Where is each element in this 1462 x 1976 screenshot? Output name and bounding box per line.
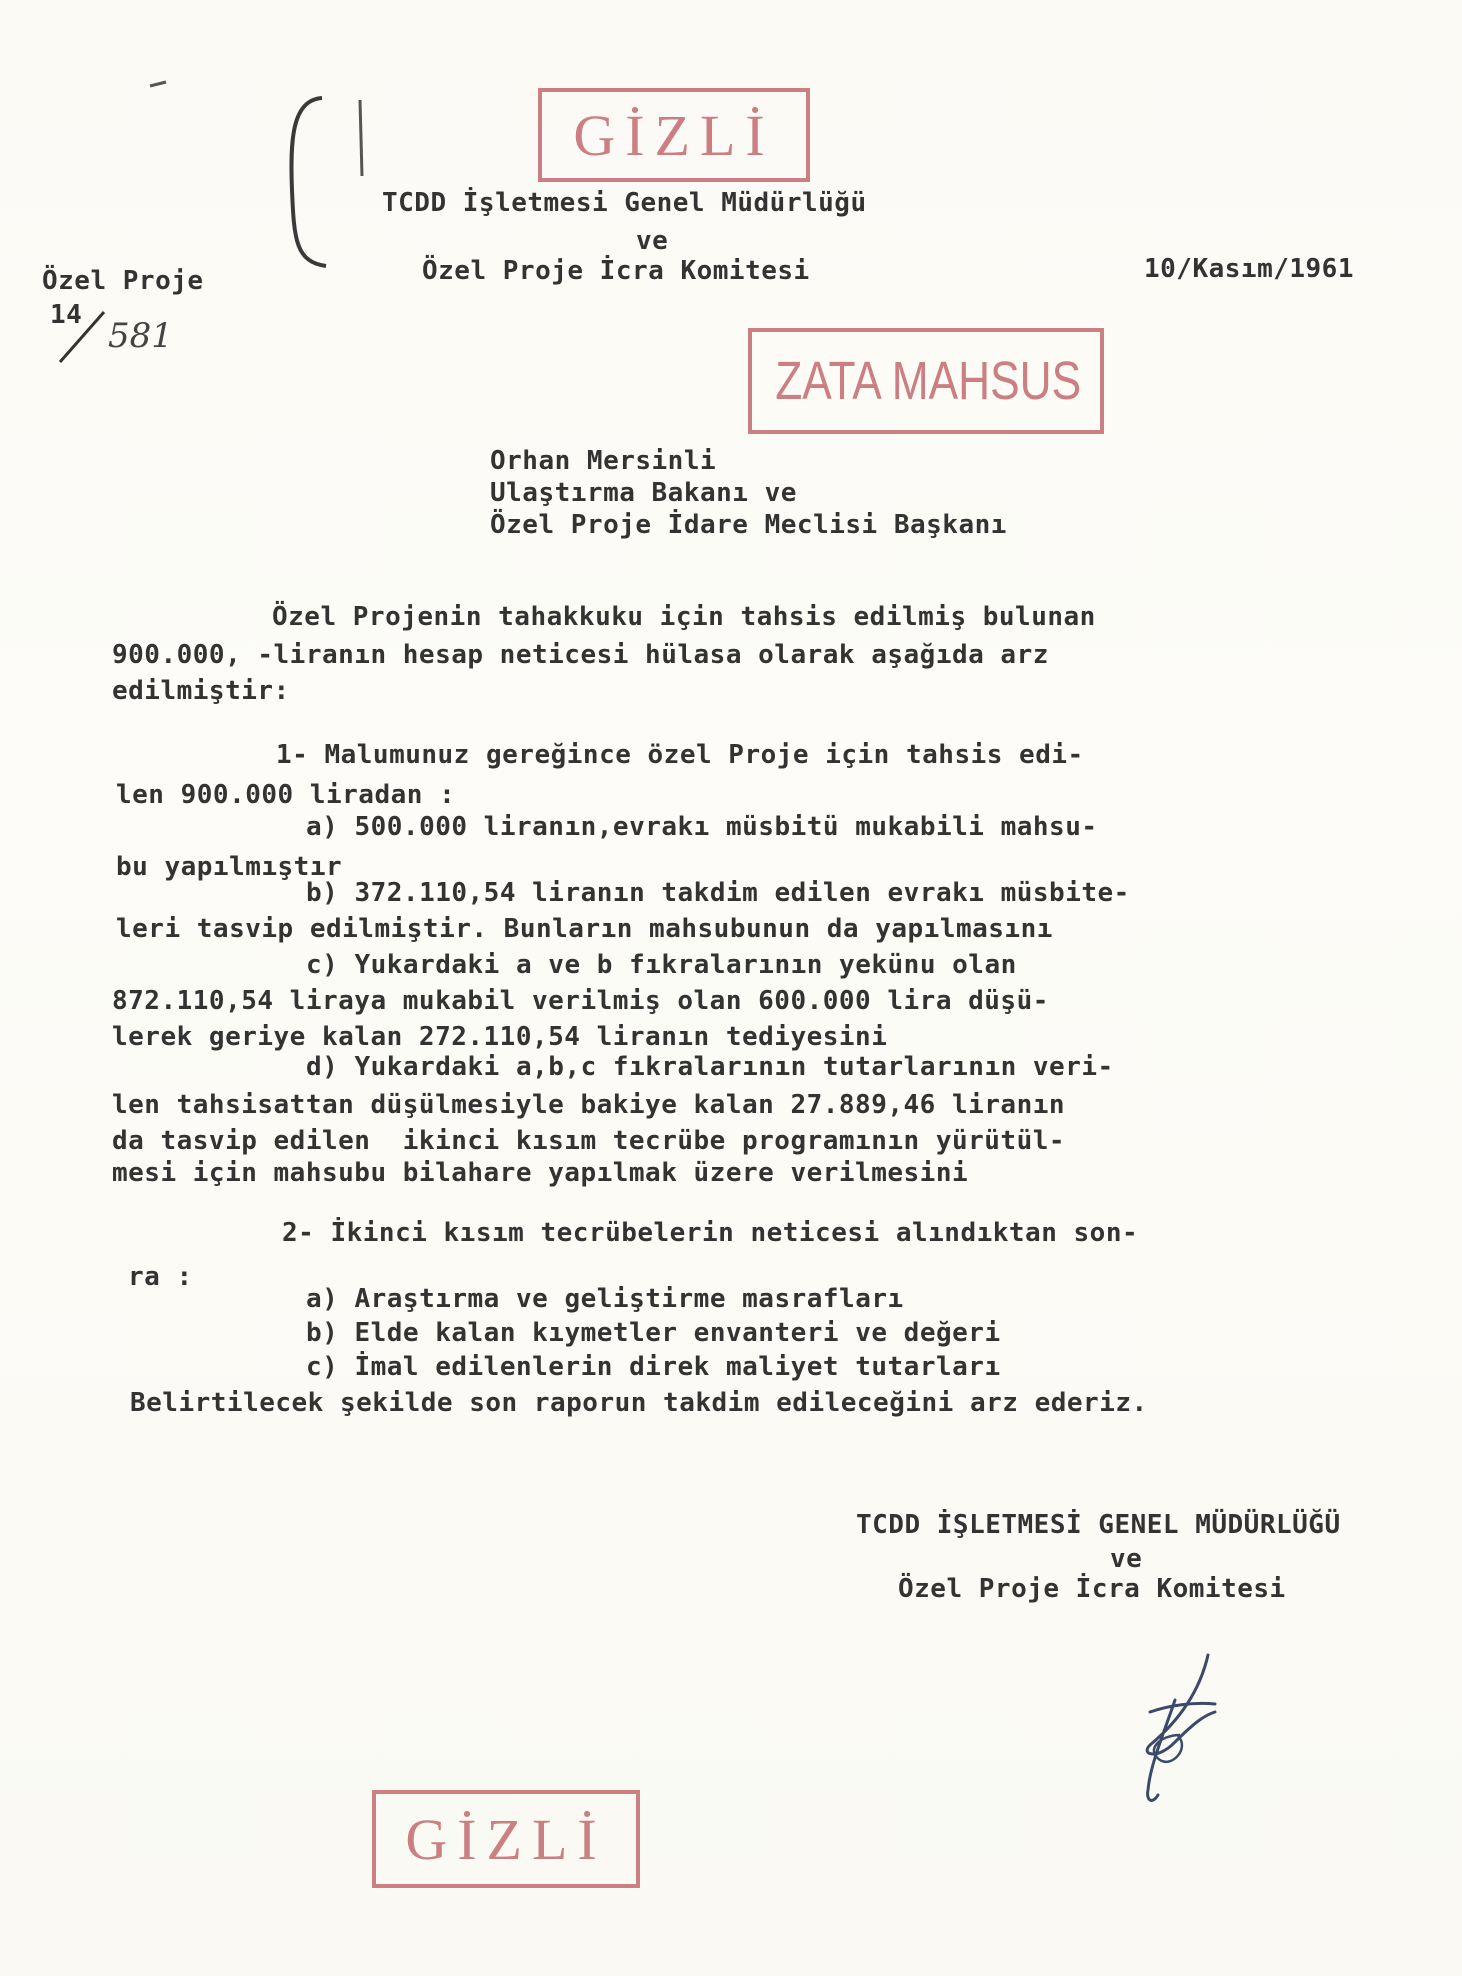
- reference-number: 14: [50, 300, 83, 330]
- org-line-3: Özel Proje İcra Komitesi: [422, 256, 810, 286]
- signature-org-line-3: Özel Proje İcra Komitesi: [898, 1574, 1286, 1604]
- section1-item-d-cont-3: mesi için mahsubu bilahare yapılmak üzere verilmesini: [112, 1158, 969, 1188]
- section2-line-2: ra :: [128, 1262, 193, 1292]
- section1-item-d-cont-2: da tasvip edilen ikinci kısım tecrübe programının yürütül-: [112, 1126, 1066, 1156]
- section1-item-a: a) 500.000 liranın,evrakı müsbitü mukabili mahsu-: [306, 812, 1098, 842]
- stamp-gizli-top: GİZLİ: [538, 88, 810, 182]
- section1-line-2: len 900.000 liradan :: [116, 780, 456, 810]
- corner-tick: [150, 82, 166, 86]
- section1-item-b: b) 372.110,54 liranın takdim edilen evrakı müsbite-: [306, 878, 1130, 908]
- org-line-1: TCDD İşletmesi Genel Müdürlüğü: [382, 188, 867, 218]
- section1-line-1: 1- Malumunuz gereğince özel Proje için tahsis edi-: [276, 740, 1084, 770]
- section1-item-c-cont-2: lerek geriye kalan 272.110,54 liranın tediyesini: [112, 1022, 888, 1052]
- reference-label: Özel Proje: [42, 266, 204, 296]
- section2-line-1: 2- İkinci kısım tecrübelerin neticesi alındıktan son-: [282, 1218, 1139, 1248]
- reference-handwritten: 581: [108, 316, 173, 356]
- addressee-name: Orhan Mersinli: [490, 446, 717, 476]
- closing-sentence: Belirtilecek şekilde son raporun takdim edileceğini arz ederiz.: [130, 1388, 1148, 1418]
- signature-org-line-2: ve: [1110, 1544, 1143, 1574]
- section1-item-c: c) Yukardaki a ve b fıkralarının yekünu olan: [306, 950, 1017, 980]
- addressee-title-1: Ulaştırma Bakanı ve: [490, 478, 797, 508]
- binder-mark-right: [360, 100, 362, 176]
- addressee-title-2: Özel Proje İdare Meclisi Başkanı: [490, 510, 1007, 540]
- intro-line-3: edilmiştir:: [112, 676, 290, 706]
- section2-item-a: a) Araştırma ve geliştirme masrafları: [306, 1284, 904, 1314]
- section1-item-d: d) Yukardaki a,b,c fıkralarının tutarlarının veri-: [306, 1052, 1114, 1082]
- binder-mark: [291, 98, 326, 266]
- section1-item-c-cont-1: 872.110,54 liraya mukabil verilmiş olan 600.000 lira düşü-: [112, 986, 1049, 1016]
- document-date: 10/Kasım/1961: [1144, 254, 1354, 284]
- section2-item-c: c) İmal edilenlerin direk maliyet tutarları: [306, 1352, 1001, 1382]
- signature-org-line-1: TCDD İŞLETMESİ GENEL MÜDÜRLÜĞÜ: [856, 1510, 1341, 1540]
- section1-item-d-cont-1: len tahsisattan düşülmesiyle bakiye kalan 27.889,46 liranın: [112, 1090, 1066, 1120]
- intro-line-2: 900.000, -liranın hesap neticesi hülasa olarak aşağıda arz: [112, 640, 1049, 670]
- org-line-2: ve: [636, 226, 669, 256]
- section1-item-a-cont: bu yapılmıştır: [116, 852, 343, 882]
- section1-item-b-cont: leri tasvip edilmiştir. Bunların mahsubunun da yapılmasını: [116, 914, 1053, 944]
- intro-line-1: Özel Projenin tahakkuku için tahsis edilmiş bulunan: [272, 602, 1096, 632]
- section2-item-b: b) Elde kalan kıymetler envanteri ve değeri: [306, 1318, 1001, 1348]
- stamp-gizli-bottom: GİZLİ: [372, 1790, 640, 1888]
- signature-mark: [1147, 1655, 1215, 1800]
- stamp-zata-mahsus: ZATA MAHSUS: [775, 351, 1082, 411]
